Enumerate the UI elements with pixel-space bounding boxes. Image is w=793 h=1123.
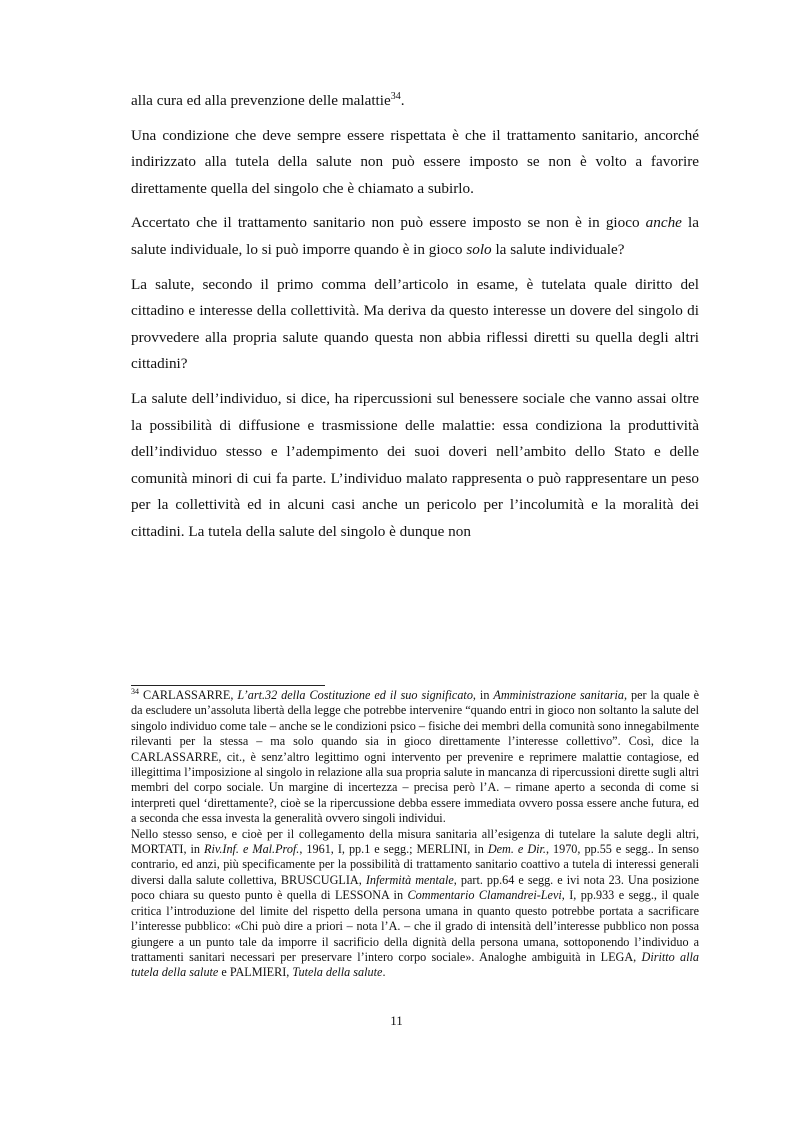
footnote-title: Riv.Inf. e Mal.Prof. bbox=[204, 842, 300, 857]
paragraph-3 bbox=[131, 210, 699, 263]
footnote-text: , part. pp.64 e segg. e ivi nota 23. Una posizione poco chiara su questo punto è quella di LESSONA in bbox=[131, 872, 699, 903]
footnote-text: . bbox=[382, 965, 386, 980]
footnote-text: e PALMIERI, bbox=[218, 965, 293, 980]
footnote-title: Amministrazione sanitaria bbox=[493, 688, 624, 702]
footnote-34 bbox=[131, 688, 699, 827]
footnote-number: 34 bbox=[131, 686, 139, 696]
paragraph-3-part-a: Accertato che il trattamento sanitario non può essere imposto se non è in gioco bbox=[131, 214, 646, 232]
footnote-title: Tutela della salute bbox=[292, 965, 383, 980]
paragraph-1-text: alla cura ed alla prevenzione delle malattie bbox=[131, 92, 391, 109]
footnotes bbox=[131, 688, 699, 981]
footnote-title: L’art.32 della Costituzione ed il suo significato bbox=[237, 688, 473, 702]
footnote-text: , per la quale è da escludere un’assoluta libertà della legge che potrebbe intervenire “quando entri in gioco non soltanto la salute del singolo individuo come tale – anche se le condizioni psico – fisiche dei membri della comunità sono innegabilmente rilevanti per la stessa – ma solo quando sia in gioco direttamente l’interesse collettivo”. Così, dice la CARLASSARRE, cit., è senz’altro legittimo ogni intervento per prevenire e reprimere malattie contagiose, ed illegittima l’imposizione al singolo in relazione alla sua propria salute in mancanza di ripercussioni dirette sugli altri membri del corpo sociale. Un margine di incertezza – precisa però l’A. – rimane aperto a seconda di come si interpreti quel ‘direttamente?, cioè se la ripercussione debba essere immediata ovvero possa essere anche futura, ed a seconda che essa investa la generalità ovvero singoli individui. bbox=[131, 688, 700, 826]
footnote-separator bbox=[131, 685, 325, 686]
footnote-title: Commentario Clamandrei-Levi, bbox=[407, 888, 565, 903]
footnote-34-continued bbox=[131, 827, 699, 981]
paragraph-3-emphasis-anche: anche bbox=[645, 214, 682, 232]
footnote-text: I, pp.933 e segg., il quale critica l’introduzione del limite del rispetto della persona umana in quanto questo potrebbe portata a sacrificare l’interesse pubblico: «Chi può dire a priori – nota l’A. – che il grado di intensità dell’interesse pubblico non possa giungere a un punto tale da imporre il sacrificio della dignità della persona umana, sottoponendo l’individuo a trattamenti sanitari necessari per preservare l’intero corpo sociale». Analoghe ambiguità in LEGA, bbox=[131, 888, 699, 964]
footnote-text: , 1961, I, pp.1 e segg.; MERLINI, in bbox=[299, 842, 488, 857]
footnote-text: , in bbox=[472, 688, 494, 702]
footnote-title: Diritto alla tutela della salute bbox=[131, 949, 699, 980]
paragraph-1 bbox=[131, 88, 699, 115]
page-number: 11 bbox=[390, 1013, 403, 1028]
footnote-ref-34[interactable]: 34 bbox=[390, 90, 401, 102]
paragraph-5: La salute dell’individuo, si dice, ha ripercussioni sul benessere sociale che vanno assai oltre la possibilità di diffusione e trasmissione delle malattie: essa condiziona la produttività dell’individuo stesso e l’adempimento dei suoi doveri nell’ambito dello Stato e delle comunità minori di cui fa parte. L’individuo malato rappresenta o può rappresentare un peso per la collettività ed in alcuni casi anche un pericolo per l’incolumità e la moralità dei cittadini. La tutela della salute del singolo è dunque non bbox=[131, 389, 699, 540]
footnote-title: Infermità mentale bbox=[365, 872, 454, 887]
paragraph-3-part-c: la salute individuale? bbox=[491, 240, 625, 258]
paragraph-3-part-b: la salute individuale, lo si può imporre quando è in gioco bbox=[131, 214, 699, 258]
paragraph-3-emphasis-solo: solo bbox=[466, 240, 492, 258]
paragraph-4: La salute, secondo il primo comma dell’articolo in esame, è tutelata quale diritto del cittadino e interesse della collettività. Ma deriva da questo interesse un dovere del singolo di provvedere alla propria salute quando questa non abbia riflessi diretti su quella degli altri cittadini? bbox=[131, 275, 699, 373]
paragraph-1-end: . bbox=[400, 92, 405, 109]
footnote-text: Nello stesso senso, e cioè per il collegamento della misura sanitaria all’esigenza di tutelare la salute degli altri, MORTATI, in bbox=[131, 826, 699, 857]
paragraph-2: Una condizione che deve sempre essere rispettata è che il trattamento sanitario, ancorché indirizzato alla tutela della salute non può essere imposto se non è volto a favorire direttamente quella del singolo che è chiamato a subirlo. bbox=[131, 126, 699, 197]
footnote-text: CARLASSARRE, bbox=[139, 688, 238, 702]
main-text bbox=[131, 88, 699, 554]
footnote-text: , 1970, pp.55 e segg.. In senso contrario, ed anzi, più specificamente per la possibilità di trattamento sanitario coattivo a tutela di interessi generali diversi dalla salute collettiva, BRUSCUGLIA, bbox=[131, 842, 700, 887]
footnote-title: Dem. e Dir. bbox=[487, 842, 546, 857]
